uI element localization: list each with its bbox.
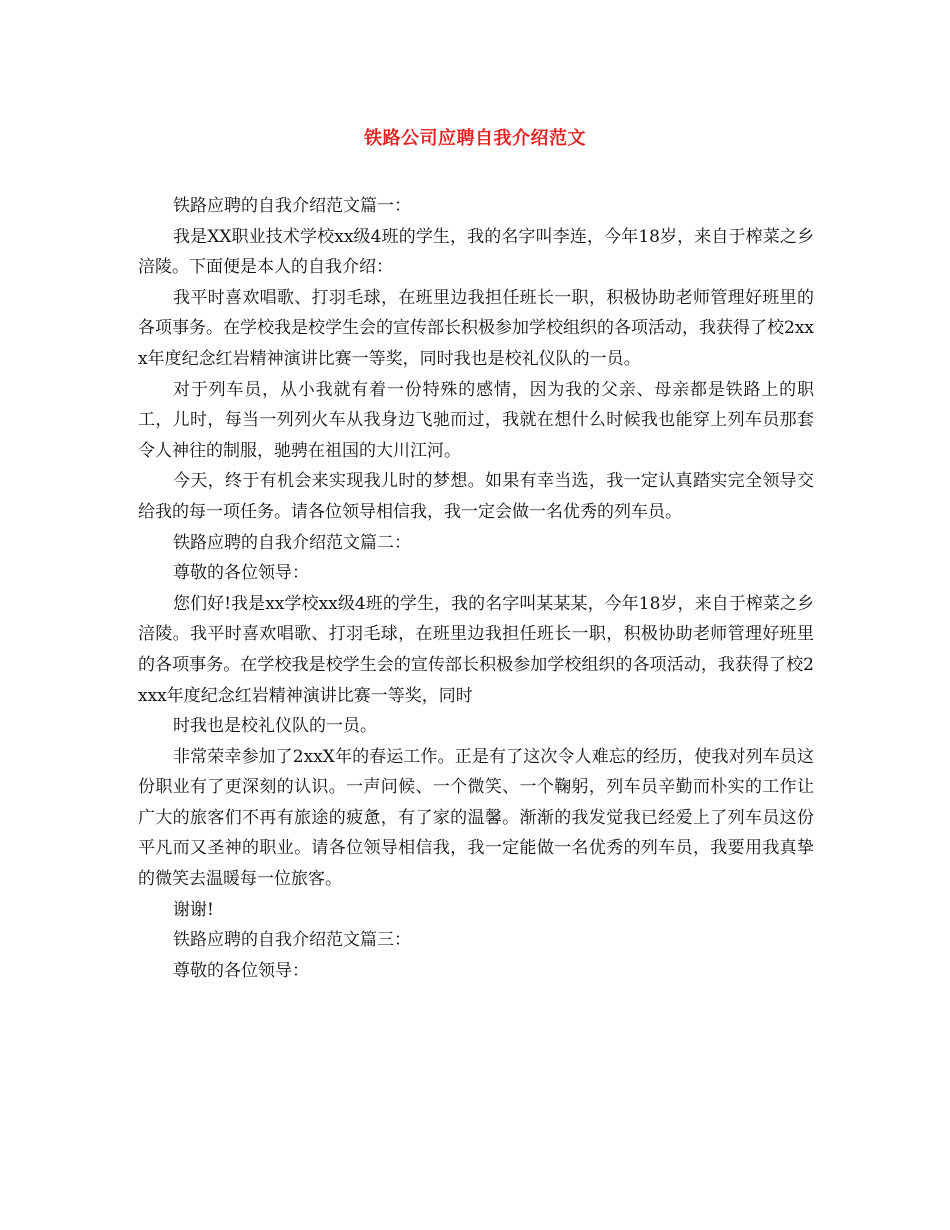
paragraph-intro-2: 您们好!我是xx学校xx级4班的学生，我的名字叫某某某，今年18岁，来自于榨菜之乡涪陵。我平时喜欢唱歌、打羽毛球，在班里边我担任班长一职，积极协助老师管理好班里的各项事务。在学校我是校学生会的宣传部长积极参加学校组织的各项活动，我获得了校2xxx年度纪念红岩精神演讲比赛一等奖，同时 [138, 593, 814, 706]
paragraph-closing-1: 今天，终于有机会来实现我儿时的梦想。如果有幸当选，我一定认真踏实完全领导交给我的每一项任务。请各位领导相信我，我一定会做一名优秀的列车员。 [138, 471, 814, 522]
section-heading-1: 铁路应聘的自我介绍范文篇一： [173, 196, 411, 216]
paragraph-hobbies-1: 我平时喜欢唱歌、打羽毛球，在班里边我担任班长一职，积极协助老师管理好班里的各项事务。在学校我是校学生会的宣传部长积极参加学校组织的各项活动，我获得了校2xxx年度纪念红岩精神演讲比赛一等奖，同时我也是校礼仪队的一员。 [138, 287, 814, 369]
document-body [138, 191, 814, 986]
paragraph-continuation-2: 时我也是校礼仪队的一员。 [173, 716, 377, 737]
salutation-3: 尊敬的各位领导： [173, 960, 309, 981]
section-heading-2: 铁路应聘的自我介绍范文篇二： [173, 532, 411, 553]
paragraph-intro-1: 我是XX职业技术学校xx级4班的学生，我的名字叫李连，今年18岁，来自于榨菜之乡涪陵。下面便是本人的自我介绍： [138, 226, 814, 278]
thanks-2: 谢谢! [173, 899, 214, 920]
salutation-2: 尊敬的各位领导： [173, 563, 309, 584]
document-title: 铁路公司应聘自我介绍范文 [364, 128, 586, 149]
paragraph-experience-2: 非常荣幸参加了2xxX年的春运工作。正是有了这次令人难忘的经历，使我对列车员这份职业有了更深刻的认识。一声问候、一个微笑、一个鞠躬，列车员辛勤而朴实的工作让广大的旅客们不再有旅途的疲惫，有了家的温馨。渐渐的我发觉我已经爱上了列车员这份平凡而又圣神的职业。请各位领导相信我，我一定能做一名优秀的列车员，我要用我真挚的微笑去温暖每一位旅客。 [138, 746, 814, 890]
paragraph-motivation-1: 对于列车员，从小我就有着一份特殊的感情，因为我的父亲、母亲都是铁路上的职工，儿时，每当一列列火车从我身边飞驰而过，我就在想什么时候我也能穿上列车员那套令人神往的制服，驰骋在祖国的大川江河。 [138, 379, 814, 461]
section-heading-3: 铁路应聘的自我介绍范文篇三： [173, 930, 411, 951]
